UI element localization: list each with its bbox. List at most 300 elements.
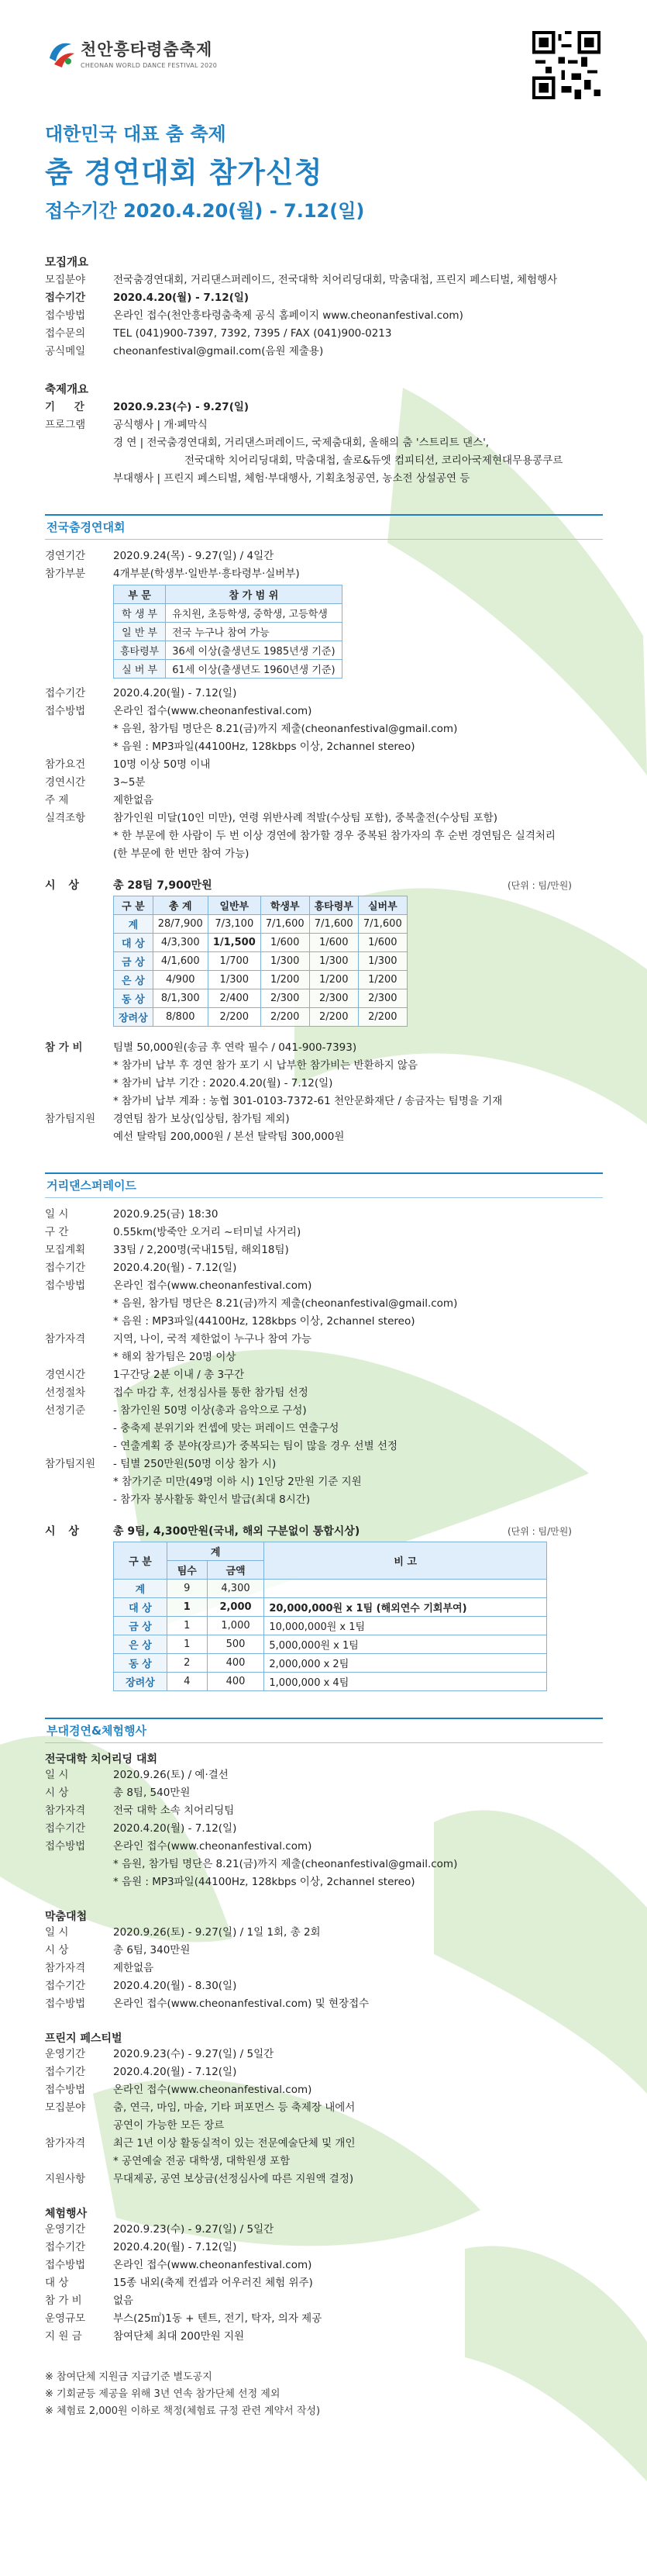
street-row: [45, 1491, 603, 1509]
table-row: [114, 604, 342, 623]
side-event-row: [45, 1802, 603, 1820]
national-label: [45, 720, 113, 738]
national-prize-cell: 2/300: [260, 989, 309, 1008]
side-event-row: [45, 2239, 603, 2257]
logo-korean-text: 천안흥타령춤축제: [81, 40, 213, 59]
side-event-label: [45, 2153, 113, 2170]
street-prize-cell: 4: [167, 1673, 207, 1691]
national-prize-cell: 1/200: [309, 971, 358, 989]
overview-row: [45, 289, 603, 307]
street-label: [45, 1491, 113, 1509]
overview-value: 2020.4.20(월) - 7.12(일): [113, 292, 250, 304]
note-line: ※ 기회균등 제공을 위해 3년 연속 참가단체 선정 제외: [45, 2388, 280, 2400]
national-prize-cell: 1/200: [260, 971, 309, 989]
national-value: (한 부문에 한 번만 참여 가능): [113, 848, 250, 860]
division-table-cell: 흥타령부: [114, 641, 166, 660]
national-label: [45, 827, 113, 845]
side-event-label: 접수방법: [45, 1840, 86, 1853]
street-value: * 음원, 참가팀 명단은 8.21(금)까지 제출(cheonanfestival@gmail.com): [113, 1297, 458, 1310]
street-label: 일 시: [45, 1208, 69, 1221]
national-prize-unit: (단위 : 팀/만원): [507, 880, 572, 891]
overview-label: 접수기간: [45, 292, 86, 304]
street-value: - 참가자 봉사활동 확인서 발급(최대 8시간): [113, 1493, 311, 1506]
street-prize-cell: 400: [207, 1673, 264, 1691]
side-event-value: 무대제공, 공연 보상금(선정심사에 따른 지원액 결정): [113, 2173, 354, 2185]
national-prize-table: [113, 896, 408, 1027]
national-prize-cell: 7/3,100: [208, 915, 260, 934]
division-table-cell: 유치원, 초등학생, 중학생, 고등학생: [166, 604, 342, 623]
side-event-row: [45, 1856, 603, 1873]
street-prize-cell: 1,000,000 x 4팀: [264, 1673, 547, 1691]
qr-code-icon[interactable]: [532, 31, 601, 99]
overview-row: [45, 271, 603, 289]
festival-section: [45, 381, 603, 488]
overview-label: 공식메일: [45, 345, 86, 357]
side-event-row: [45, 2153, 603, 2170]
national-value: 10명 이상 50명 이내: [113, 758, 211, 771]
overview-value: cheonanfestival@gmail.com(음원 제출용): [113, 345, 324, 357]
street-prize-cell: [264, 1580, 547, 1598]
street-row: [45, 1259, 603, 1277]
national-prize-cell: 1/300: [260, 952, 309, 971]
street-value: - 팀별 250만원(50명 이상 참가 시): [113, 1458, 277, 1470]
side-event-row: [45, 2170, 603, 2188]
street-prize-cell: 대 상: [114, 1598, 167, 1617]
side-event-row: [45, 2292, 603, 2310]
street-value: * 음원 : MP3파일(44100Hz, 128kbps 이상, 2channel stereo): [113, 1315, 415, 1328]
street-prize-cell: 500: [207, 1635, 264, 1654]
side-event-row: [45, 2221, 603, 2239]
national-label: 경연기간: [45, 550, 86, 562]
fee-line: * 참가비 납부 계좌 : 농협 301-0103-7372-61 천안문화재단 / 송금자는 팀명을 기재: [113, 1095, 503, 1107]
street-row: [45, 1420, 603, 1438]
street-label: [45, 1438, 113, 1455]
national-contest-band: 전국춤경연대회: [45, 514, 603, 540]
street-value: 접수 마감 후, 선정심사를 통한 참가팀 선정: [113, 1386, 308, 1399]
table-row: [114, 1008, 408, 1027]
street-label: 접수기간: [45, 1262, 86, 1274]
overview-value: TEL (041)900-7397, 7392, 7395 / FAX (041)900-0213: [113, 327, 392, 340]
street-label: [45, 1295, 113, 1313]
side-event-title: 막춤대첩: [45, 1911, 88, 1923]
program-line: 공식행사 | 개·폐막식: [113, 419, 208, 431]
national-prize-cell: 동 상: [114, 989, 153, 1008]
street-label: 참가자격: [45, 1333, 86, 1345]
national-label: 접수방법: [45, 705, 86, 717]
street-value: * 해외 참가팀은 20명 이상: [113, 1351, 236, 1363]
division-table-header: 참 가 범 위: [166, 585, 342, 604]
side-event-label: 운영규모: [45, 2312, 86, 2325]
notes: [45, 2369, 603, 2420]
side-event-label: 접수기간: [45, 2241, 86, 2253]
national-label: 경연시간: [45, 776, 86, 789]
national-prize-cell: 1/1,500: [208, 934, 260, 952]
side-event-value: 15종 내외(축제 컨셉과 어우러진 체험 위주): [113, 2277, 313, 2289]
street-prize-header: [45, 1523, 603, 1538]
street-label: [45, 1473, 113, 1491]
table-row: [114, 1598, 547, 1617]
national-value: * 음원, 참가팀 명단은 8.21(금)까지 제출(cheonanfestival@gmail.com): [113, 723, 458, 735]
street-prize-header-amount: 금액: [207, 1561, 264, 1580]
side-event-label: 참 가 비: [45, 2295, 82, 2307]
table-row: [114, 971, 408, 989]
support-line: 경연팀 참가 보상(입상팀, 참가팀 제외): [113, 1113, 290, 1125]
side-event-label: 접수기간: [45, 1822, 86, 1835]
side-event-row: [45, 1924, 603, 1942]
fee-line: * 참가비 납부 후 경연 참가 포기 시 납부한 참가비는 반환하지 않음: [113, 1059, 418, 1072]
festival-program-row: [45, 416, 603, 488]
note-line: ※ 체험료 2,000원 이하로 책정(체험료 규정 관련 계약서 작성): [45, 2405, 321, 2417]
table-row: [114, 660, 342, 679]
street-label: 선정절차: [45, 1386, 86, 1399]
side-event-title: 전국대학 치어리딩 대회: [45, 1753, 157, 1766]
side-event-value: 최근 1년 이상 활동실적이 있는 전문예술단체 및 개인: [113, 2137, 356, 2150]
page-title: 춤 경연대회 참가신청: [45, 156, 323, 189]
national-prize-header: [45, 877, 603, 893]
national-label: 실격조항: [45, 812, 86, 824]
national-prize-cell: 2/200: [260, 1008, 309, 1027]
national-value: 2020.9.24(목) - 9.27(일) / 4일간: [113, 550, 274, 562]
street-label: 참가팀지원: [45, 1458, 96, 1470]
national-label: 참가요건: [45, 758, 86, 771]
national-row: [45, 738, 603, 756]
national-row: [45, 810, 603, 827]
table-row: [114, 1673, 547, 1691]
street-parade-band: 거리댄스퍼레이드: [45, 1172, 603, 1198]
national-label: 접수기간: [45, 687, 86, 699]
national-prize-cell: 1/700: [208, 952, 260, 971]
street-label: 모집계획: [45, 1244, 86, 1256]
registration-period-title: 접수기간 2020.4.20(월) - 7.12(일): [45, 200, 365, 222]
street-row: [45, 1331, 603, 1348]
program-line: 경 연 | 전국춤경연대회, 거리댄스퍼레이드, 국제춤대회, 올해의 춤 '스트리트 댄스',: [113, 437, 490, 449]
street-prize-cell: 20,000,000원 x 1팀 (해외연수 기회부여): [264, 1598, 547, 1617]
overview-value: 전국춤경연대회, 거리댄스퍼레이드, 전국대학 치어리딩대회, 막춤대첩, 프린지 페스티벌, 체험행사: [113, 274, 558, 286]
national-prize-cell: 1/200: [358, 971, 407, 989]
national-prize-cell: 대 상: [114, 934, 153, 952]
division-table-cell: 전국 누구나 참여 가능: [166, 623, 342, 641]
street-prize-cell: 1: [167, 1617, 207, 1635]
fee-line: 팀별 50,000원(송금 후 연락 필수 / 041-900-7393): [113, 1041, 357, 1054]
national-label: [45, 738, 113, 756]
side-event-row: [45, 1766, 603, 1784]
header: [0, 0, 647, 112]
side-event-value: 2020.4.20(월) - 8.30(일): [113, 1980, 237, 1992]
national-prize-title: 총 28팀 7,900만원: [113, 879, 212, 892]
national-row: [45, 827, 603, 845]
overview-value: 온라인 접수(천안흥타령춤축제 공식 홈페이지 www.cheonanfestival.com): [113, 309, 463, 322]
side-event-label: 접수방법: [45, 2259, 86, 2271]
street-prize-header-note: 비 고: [264, 1542, 547, 1580]
overview-row: [45, 307, 603, 325]
side-event-row: [45, 2274, 603, 2292]
street-prize-unit: (단위 : 팀/만원): [507, 1526, 572, 1537]
side-event-value: 온라인 접수(www.cheonanfestival.com): [113, 2084, 312, 2096]
side-event-value: 2020.4.20(월) - 7.12(일): [113, 2066, 237, 2078]
side-event-label: 접수방법: [45, 1998, 86, 2010]
street-prize-cell: 4,300: [207, 1580, 264, 1598]
national-value: 2020.4.20(월) - 7.12(일): [113, 687, 237, 699]
side-event-row: [45, 1977, 603, 1995]
national-prize-header-cell: 구 분: [114, 896, 153, 915]
street-row: [45, 1348, 603, 1366]
table-row: [114, 623, 342, 641]
side-event-value: 전국 대학 소속 치어리딩팀: [113, 1804, 235, 1817]
national-prize-header-cell: 총 계: [153, 896, 208, 915]
side-event-value: 2020.9.26(토) / 예·결선: [113, 1769, 229, 1781]
national-prize-cell: 28/7,900: [153, 915, 208, 934]
street-prize-cell: 1: [167, 1635, 207, 1654]
side-event-value: 없음: [113, 2295, 134, 2307]
side-event-title: 프린지 페스티벌: [45, 2032, 122, 2045]
street-prize-cell: 동 상: [114, 1654, 167, 1673]
national-row: [45, 756, 603, 774]
side-event-label: 지 원 금: [45, 2330, 82, 2343]
national-prize-cell: 7/1,600: [309, 915, 358, 934]
street-value: - 참가인원 50명 이상(총과 음악으로 구성): [113, 1404, 307, 1417]
side-event-value: 2020.4.20(월) - 7.12(일): [113, 1822, 237, 1835]
side-event-title: 체험행사: [45, 2208, 88, 2220]
national-value: 4개부분(학생부·일반부·흥타령부·실버부): [113, 568, 300, 580]
national-prize-cell: 2/400: [208, 989, 260, 1008]
side-event-value: * 음원, 참가팀 명단은 8.21(금)까지 제출(cheonanfestival@gmail.com): [113, 1858, 458, 1870]
national-row: [45, 685, 603, 703]
side-event-row: [45, 1820, 603, 1838]
side-event-label: 일 시: [45, 1769, 69, 1781]
side-event-label: 접수기간: [45, 1980, 86, 1992]
side-event-row: [45, 2135, 603, 2153]
side-event-row: [45, 1942, 603, 1960]
national-value: * 한 부문에 한 사람이 두 번 이상 경연에 참가할 경우 중복된 참가자의 후 순번 경연팀은 실격처리: [113, 830, 556, 842]
table-row: [114, 1654, 547, 1673]
support-row: [45, 1110, 603, 1146]
national-value: 참가인원 미달(10인 미만), 연령 위반사례 적발(수상팀 포함), 중복출전(수상팀 포함): [113, 812, 497, 824]
national-row: [45, 774, 603, 792]
side-event-row: [45, 1995, 603, 2013]
street-prize-cell: 은 상: [114, 1635, 167, 1654]
side-event-label: [45, 1873, 113, 1891]
side-event-value: 온라인 접수(www.cheonanfestival.com): [113, 1840, 312, 1853]
street-value: 2020.4.20(월) - 7.12(일): [113, 1262, 237, 1274]
side-event-row: [45, 2063, 603, 2081]
side-event-value: 춤, 연극, 마임, 마술, 기타 퍼포먼스 등 축제장 내에서: [113, 2101, 356, 2114]
side-event-row: [45, 2046, 603, 2063]
national-prize-cell: 장려상: [114, 1008, 153, 1027]
street-prize-header-division: 구 분: [114, 1542, 167, 1580]
overview-label: 접수문의: [45, 327, 86, 340]
overview-row: [45, 343, 603, 361]
overview-label: 접수방법: [45, 309, 86, 322]
street-prize-cell: 2,000: [207, 1598, 264, 1617]
national-prize-cell: 1/600: [309, 934, 358, 952]
side-event-label: 지원사항: [45, 2173, 86, 2185]
national-prize-cell: 8/1,300: [153, 989, 208, 1008]
side-event-row: [45, 1873, 603, 1891]
side-event-row: [45, 2099, 603, 2117]
fee-label: 참 가 비: [45, 1041, 83, 1054]
table-row: [114, 952, 408, 971]
street-value: 1구간당 2분 이내 / 총 3구간: [113, 1369, 245, 1381]
street-label: [45, 1420, 113, 1438]
national-prize-cell: 4/3,300: [153, 934, 208, 952]
street-row: [45, 1241, 603, 1259]
fee-row: [45, 1039, 603, 1110]
national-prize-cell: 2/300: [358, 989, 407, 1008]
side-event-label: 운영기간: [45, 2223, 86, 2236]
side-event-label: 일 시: [45, 1926, 69, 1939]
national-row: [45, 792, 603, 810]
support-label: 참가팀지원: [45, 1113, 96, 1125]
side-event-value: 2020.9.23(수) - 9.27(일) / 5일간: [113, 2048, 274, 2060]
side-event-row: [45, 1838, 603, 1856]
street-prize-cell: 9: [167, 1580, 207, 1598]
side-event-value: 온라인 접수(www.cheonanfestival.com) 및 현장접수: [113, 1998, 370, 2010]
national-prize-header-cell: 흥타령부: [309, 896, 358, 915]
street-prize-cell: 금 상: [114, 1617, 167, 1635]
note-line: ※ 참여단체 지원금 지급기준 별도공지: [45, 2371, 212, 2383]
street-value: - 충축제 분위기와 컨셉에 맞는 퍼레이드 연출구성: [113, 1422, 339, 1435]
national-label: 주 제: [45, 794, 69, 806]
street-row: [45, 1455, 603, 1473]
street-row: [45, 1277, 603, 1295]
national-row: [45, 565, 603, 583]
street-row: [45, 1384, 603, 1402]
side-event-value: 총 8팀, 540만원: [113, 1787, 191, 1799]
side-event-value: 부스(25㎡)1동 + 텐트, 전기, 탁자, 의자 제공: [113, 2312, 322, 2325]
side-event-row: [45, 2310, 603, 2328]
street-row: [45, 1206, 603, 1224]
street-label: [45, 1348, 113, 1366]
street-row: [45, 1473, 603, 1491]
side-event-row: [45, 2117, 603, 2135]
national-label: [45, 845, 113, 863]
national-prize-cell: 1/300: [358, 952, 407, 971]
national-prize-cell: 2/300: [309, 989, 358, 1008]
division-table-cell: 일 반 부: [114, 623, 166, 641]
side-event-row: [45, 1960, 603, 1977]
side-event-value: 온라인 접수(www.cheonanfestival.com): [113, 2259, 312, 2271]
street-prize-table: [113, 1542, 547, 1691]
national-prize-cell: 8/800: [153, 1008, 208, 1027]
table-row: [114, 1580, 547, 1598]
side-event-label: 참가자격: [45, 2137, 86, 2150]
festival-heading: 축제개요: [45, 384, 89, 396]
street-label: 접수방법: [45, 1279, 86, 1292]
street-prize-cell: 계: [114, 1580, 167, 1598]
division-table-cell: 61세 이상(출생년도 1960년생 기준): [166, 660, 342, 679]
national-prize-cell: 1/300: [208, 971, 260, 989]
side-event-label: 모집분야: [45, 2101, 86, 2114]
festival-logo-icon: [45, 38, 76, 69]
national-prize-header-cell: 일반부: [208, 896, 260, 915]
side-event-value: * 음원 : MP3파일(44100Hz, 128kbps 이상, 2channel stereo): [113, 1876, 415, 1888]
national-prize-cell: 1/600: [358, 934, 407, 952]
side-event-label: 참가자격: [45, 1804, 86, 1817]
festival-logo: [45, 37, 217, 69]
national-prize-cell: 금 상: [114, 952, 153, 971]
division-table-header: 부 문: [114, 585, 166, 604]
overview-row: [45, 325, 603, 343]
national-prize-cell: 7/1,600: [260, 915, 309, 934]
side-event-value: 공연이 가능한 모든 장르: [113, 2119, 225, 2132]
street-value: 온라인 접수(www.cheonanfestival.com): [113, 1279, 312, 1292]
side-event-label: [45, 2117, 113, 2135]
street-prize-cell: 1: [167, 1598, 207, 1617]
side-event-label: 접수방법: [45, 2084, 86, 2096]
street-prize-header-teams: 팀수: [167, 1561, 207, 1580]
side-event-label: 접수기간: [45, 2066, 86, 2078]
street-row: [45, 1224, 603, 1241]
side-event-label: 시 상: [45, 1944, 69, 1956]
side-event-value: 제한없음: [113, 1962, 154, 1974]
program-line: 부대행사 | 프린지 페스티벌, 체험·부대행사, 기획초청공연, 농소전 상설공연 등: [113, 472, 470, 485]
division-table-cell: 실 버 부: [114, 660, 166, 679]
street-value: 0.55km(방죽안 오거리 ~터미널 사거리): [113, 1226, 301, 1238]
street-prize-header-total: 계: [167, 1542, 263, 1561]
national-label: 참가부분: [45, 568, 86, 580]
national-prize-cell: 2/200: [208, 1008, 260, 1027]
table-row: [114, 641, 342, 660]
side-event-value: 2020.9.26(토) - 9.27(일) / 1일 1회, 총 2회: [113, 1926, 321, 1939]
street-row: [45, 1438, 603, 1455]
street-prize-cell: 장려상: [114, 1673, 167, 1691]
national-prize-cell: 4/900: [153, 971, 208, 989]
street-row: [45, 1402, 603, 1420]
national-prize-cell: 2/200: [358, 1008, 407, 1027]
national-prize-cell: 1/300: [309, 952, 358, 971]
side-event-label: 시 상: [45, 1787, 69, 1799]
side-event-value: 총 6팀, 340만원: [113, 1944, 191, 1956]
street-value: 지역, 나이, 국적 제한없이 누구나 참여 가능: [113, 1333, 312, 1345]
national-value: 온라인 접수(www.cheonanfestival.com): [113, 705, 312, 717]
festival-period-value: 2020.9.23(수) - 9.27(일): [113, 401, 250, 413]
national-value: 제한없음: [113, 794, 154, 806]
support-line: 예선 탈락팀 200,000원 / 본선 탈락팀 300,000원: [113, 1131, 345, 1143]
logo-english-text: CHEONAN WORLD DANCE FESTIVAL 2020: [81, 62, 218, 69]
national-row: [45, 720, 603, 738]
division-table-cell: 학 생 부: [114, 604, 166, 623]
national-value: * 음원 : MP3파일(44100Hz, 128kbps 이상, 2channel stereo): [113, 741, 415, 753]
street-row: [45, 1366, 603, 1384]
overview-section: [45, 254, 603, 361]
street-prize-cell: 400: [207, 1654, 264, 1673]
division-table: [113, 585, 342, 679]
division-table-cell: 36세 이상(출생년도 1985년생 기준): [166, 641, 342, 660]
street-row: [45, 1295, 603, 1313]
street-value: 2020.9.25(금) 18:30: [113, 1208, 219, 1221]
street-prize-cell: 2,000,000 x 2팀: [264, 1654, 547, 1673]
street-prize-cell: 5,000,000원 x 1팀: [264, 1635, 547, 1654]
side-event-label: 운영기간: [45, 2048, 86, 2060]
table-row: [114, 989, 408, 1008]
national-prize-cell: 4/1,600: [153, 952, 208, 971]
side-event-row: [45, 2328, 603, 2346]
side-event-value: 2020.4.20(월) - 7.12(일): [113, 2241, 237, 2253]
national-prize-cell: 은 상: [114, 971, 153, 989]
festival-period-label: 기 간: [45, 401, 92, 413]
side-event-label: 참가자격: [45, 1962, 86, 1974]
festival-program-label: 프로그램: [45, 419, 86, 431]
table-row: [114, 1617, 547, 1635]
festival-period-row: [45, 399, 603, 416]
street-prize-title: 총 9팀, 4,300만원(국내, 해외 구분없이 통합시상): [113, 1525, 360, 1538]
street-label: 구 간: [45, 1226, 69, 1238]
street-prize-label: 시 상: [45, 1525, 84, 1538]
fee-line: * 참가비 납부 기간 : 2020.4.20(월) - 7.12(일): [113, 1077, 333, 1089]
street-value: * 참가기준 미만(49명 이하 시) 1인당 2만원 기준 지원: [113, 1476, 362, 1488]
side-event-label: [45, 1856, 113, 1873]
side-events-band: 부대경연&체험행사: [45, 1718, 603, 1743]
